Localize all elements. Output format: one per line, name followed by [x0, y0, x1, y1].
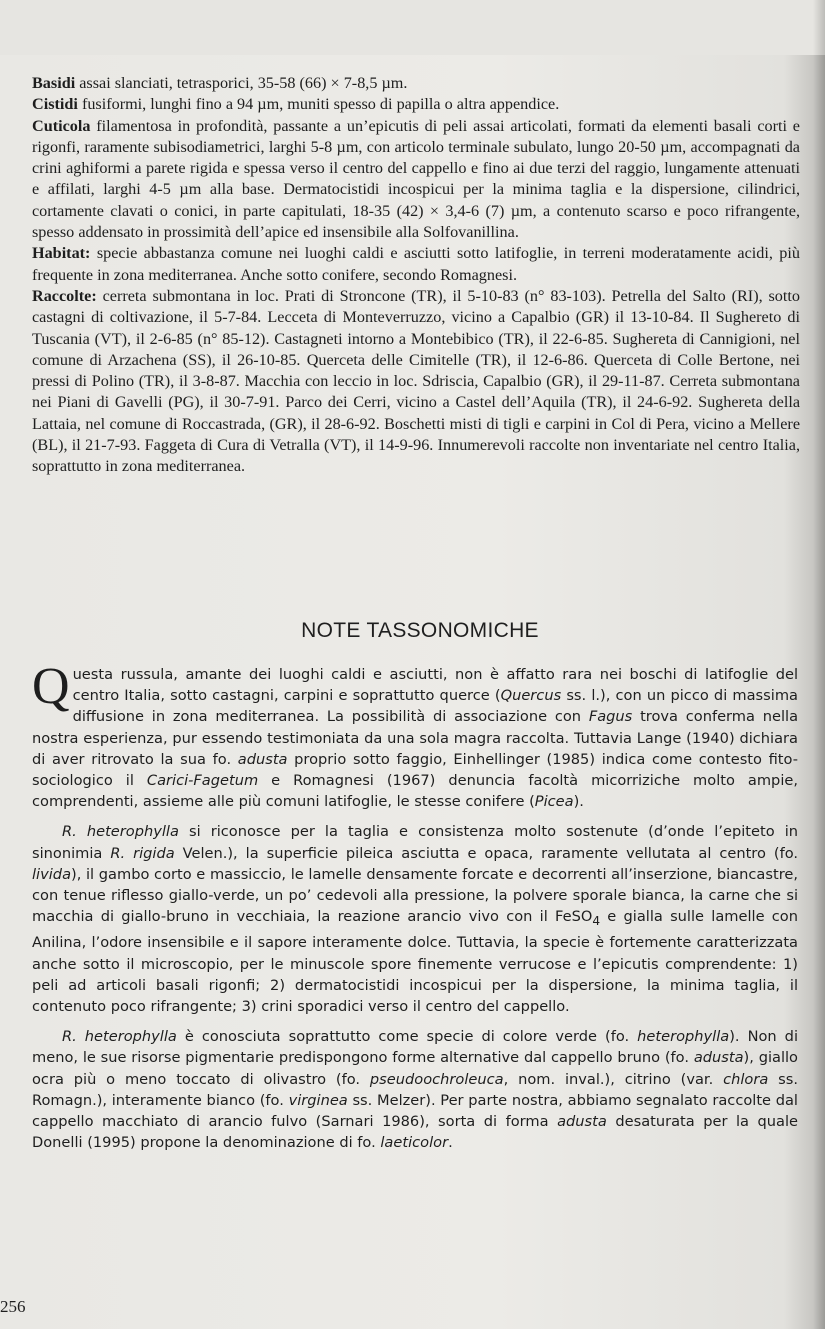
notes-text: ss. Melzer). Per parte nostra, abbiamo segnalato raccolte dal cappello macchiato di arancio fulvo (Sarnari 1986), sorta di forma: [32, 1091, 798, 1130]
notes-paragraph-2: [32, 821, 798, 1017]
basidi-text: assai slanciati, tetrasporici, 35-58 (66) × 7-8,5 µm.: [75, 74, 408, 92]
cuticola-text: filamentosa in profondità, passante a un’epicutis di peli assai articolati, formati da elementi basali corti e rigonfi, raramente subisodiametrici, larghi 5-8 µm, con articolo terminale subulato, lungo 20-50 µm, accompagnati da crini aghiformi a parete rigida e spessa verso il centro del cappello e fino ai due terzi del raggio, lungamente attenuati e affilati, larghi 4-5 µm alla base. Dermatocistidi incospicui per la minima taglia e la dispersione, cilindrici, cortamente clavati o conici, in parte capitulati, 18-35 (42) × 3,4-6 (7) µm, a contenuto scarso e poco rifrangente, spesso addensato in prossimità dell’apice ed insensibile alla Solfovanillina.: [32, 116, 800, 242]
notes-text: trova conferma nella nostra esperienza, pur essendo testimoniata da una sola magra raccolta. Tuttavia Lange (1940) dichiara di aver ritrovato la sua fo.: [32, 708, 799, 768]
drop-cap: Q: [32, 658, 70, 715]
notes-text: ). Non di meno, le sue risorse pigmentarie predispongono forme alternative dal cappello bruno (fo.: [32, 1028, 798, 1067]
species-name: R. heterophylla: [62, 823, 179, 841]
species-name: heterophylla: [637, 1028, 730, 1046]
species-name: virginea: [288, 1091, 348, 1109]
raccolte-text: cerreta submontana in loc. Prati di Stroncone (TR), il 5-10-83 (n° 83-103). Petrella del Salto (RI), sotto castagni di coltivazione, il 5-7-84. Lecceta di Monteverruzzo, vicino a Capalbio (GR) il 13-10-84. Il Sughereto di Tuscania (VT), il 2-6-85 (n° 85-12). Castagneti intorno a Montebibico (TR), il 22-6-85. Sughereta di Cannigioni, nel comune di Arzachena (SS), il 26-10-85. Querceta delle Cimitelle (TR), il 12-6-86. Querceta di Colle Bertone, nei pressi di Polino (TR), il 3-8-87. Macchia con leccio in loc. Sdriscia, Capalbio (GR), il 29-11-87. Cerreta submontana nei Piani di Gavelli (PG), il 30-7-91. Parco dei Cerri, vicino a Castel dell’Aquila (TR), il 24-6-92. Sughereta della Lattaia, nel comune di Roccastrada, (GR), il 28-6-92. Boschetti misti di tigli e carpini in Col di Pera, vicino a Mellere (BL), il 21-7-93. Faggeta di Cura di Vetralla (VT), il 14-9-96. Innumerevoli raccolte non inventariate nel centro Italia, soprattutto in zona mediterranea.: [32, 286, 800, 476]
raccolte-paragraph: [32, 286, 800, 478]
species-name: adusta: [557, 1112, 607, 1130]
notes-text: ), il gambo corto e massiccio, le lamelle densamente forcate e decorrenti all’inserzione, biancastre, con tenue riflesso giallo-verde, un po’ cedevoli alla pressione, la polvere sporale bianca, la carne che si macchia di giallo-bruno in vecchiaia, la reazione arancio vivo con il FeSO: [32, 865, 798, 926]
species-name: laeticolor: [380, 1134, 449, 1152]
basidi-paragraph: [32, 73, 800, 94]
basidi-label: Basidi: [32, 74, 76, 92]
cistidi-text: fusiformi, lunghi fino a 94 µm, muniti spesso di papilla o altra appendice.: [77, 95, 560, 114]
notes-text: ss. Romagn.), interamente bianco (fo.: [32, 1070, 798, 1109]
cistidi-paragraph: [32, 94, 800, 115]
species-name: Quercus: [500, 687, 562, 705]
species-name: Fagus: [588, 708, 633, 726]
notes-text: .: [448, 1134, 453, 1152]
species-name: adusta: [237, 750, 288, 768]
notes-text: e gialla sulle lamelle con Anilina, l’odore insensibile e il sapore interamente dolce. Tuttavia, la specie è fortemente caratterizzata anche sotto il microscopio, per le minuscole spore finemente verrucose e l’epicutis comprendente: 1) peli ad articoli basali rigonfi; 2) dermatocistidi incospicui per la dispersione, la minima taglia, il contenuto poco rifrangente; 3) crini sporadici verso il centro del cappello.: [32, 908, 798, 1015]
notes-text: ).: [573, 793, 584, 811]
species-name: adusta: [693, 1049, 744, 1067]
top-margin-shade: [0, 0, 825, 55]
habitat-label: Habitat:: [32, 244, 91, 263]
page-edge-shadow: [813, 0, 825, 1329]
species-name: livida: [32, 865, 72, 883]
notes-text: proprio sotto faggio, Einhellinger (1985) indica come contesto fito-sociologico il: [32, 750, 798, 790]
notes-text: , nom. inval.), citrino (var.: [503, 1070, 724, 1088]
raccolte-label: Raccolte:: [32, 286, 97, 305]
notes-text: si riconosce per la taglia e consistenza molto sostenute (d’onde l’epiteto in sinonimia: [32, 823, 798, 862]
species-name: R. rigida: [110, 844, 175, 862]
habitat-paragraph: [32, 243, 800, 286]
subscript: 4: [592, 914, 601, 929]
page-number: 256: [0, 1297, 26, 1316]
habitat-text: specie abbastanza comune nei luoghi caldi e asciutti sotto latifoglie, in terreni moderatamente acidi, più frequente in zona mediterranea. Anche sotto conifere, secondo Romagnesi.: [32, 244, 800, 284]
species-name: R. heterophylla: [62, 1028, 177, 1046]
species-name: Carici-Fagetum: [146, 772, 259, 790]
cistidi-label: Cistidi: [32, 95, 78, 114]
cuticola-paragraph: [32, 116, 800, 244]
species-name: Picea: [534, 793, 574, 811]
notes-text: desaturata per la quale Donelli (1995) propone la denominazione di fo.: [32, 1112, 798, 1152]
notes-paragraph-1: [32, 658, 799, 812]
notes-paragraph-3: [32, 1026, 798, 1153]
notes-text: Velen.), la superficie pileica asciutta e opaca, raramente vellutata al centro (fo.: [174, 844, 799, 862]
notes-section: [32, 658, 799, 1153]
cuticola-label: Cuticola: [32, 116, 91, 135]
notes-text: ), giallo ocra più o meno toccato di olivastro (fo.: [32, 1049, 798, 1088]
description-section: [32, 73, 800, 478]
species-name: chlora: [723, 1070, 769, 1088]
notes-text: uesta russula, amante dei luoghi caldi e asciutti, non è affatto rara nei boschi di latifoglie del centro Italia, sotto castagni, carpini e soprattutto querce (: [72, 666, 798, 705]
notes-text: ss. l.), con un picco di massima diffusione in zona mediterranea. La possibilità di associazione con: [72, 687, 798, 726]
species-name: pseudoochroleuca: [369, 1070, 504, 1088]
notes-text: è conosciuta soprattutto come specie di colore verde (fo.: [176, 1028, 638, 1046]
notes-text: e Romagnesi (1967) denuncia facoltà micorriziche molto ampie, comprendenti, assieme alle più comuni latifoglie, le stesse conifere (: [32, 772, 798, 811]
section-heading: NOTE TASSONOMICHE: [301, 619, 539, 642]
